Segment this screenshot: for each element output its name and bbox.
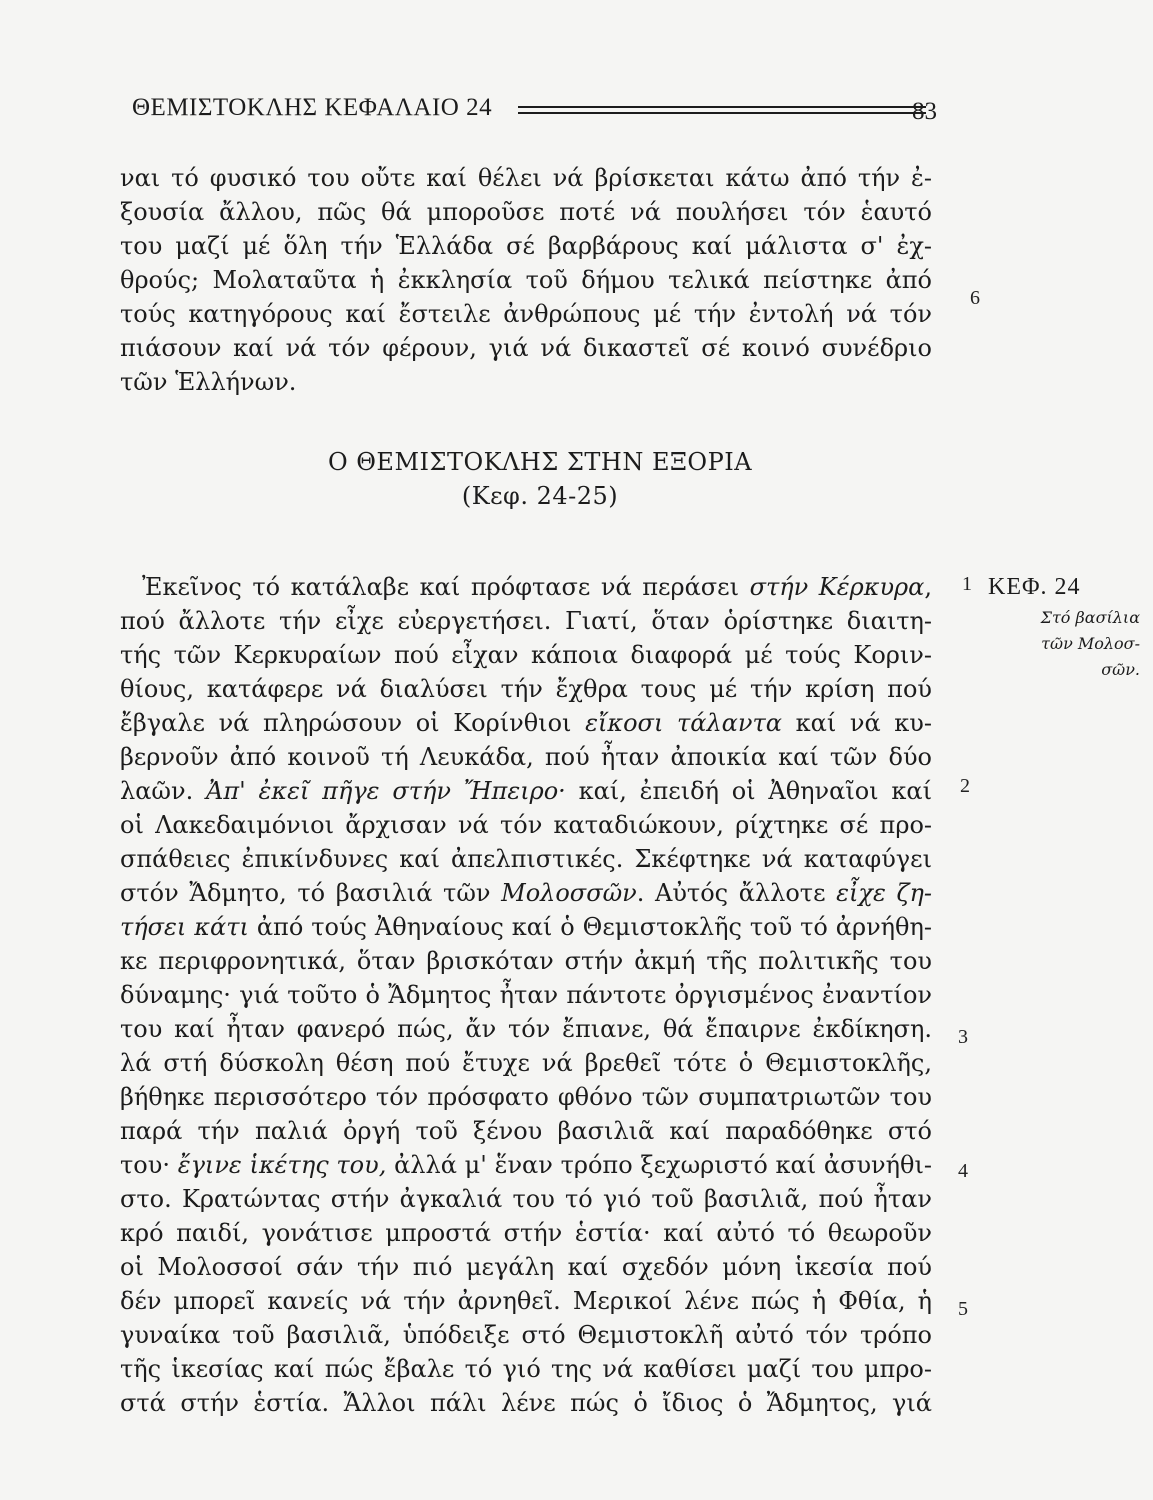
margin-line-number: 6 — [970, 287, 980, 309]
opening-paragraph — [120, 161, 932, 399]
page-number: 83 — [912, 98, 937, 125]
section-heading — [320, 445, 760, 513]
text-line: λά στή δύσκολη θέση πού ἔτυχε νά βρεθεῖ τότε ὁ Θεμιστοκλῆς, — [120, 1049, 932, 1077]
section-title: Ο ΘΕΜΙΣΤΟΚΛΗΣ ΣΤΗΝ ΕΞΟΡΙΑ — [327, 448, 753, 476]
text-line: ναι τό φυσικό του οὔτε καί θέλει νά βρίσκεται κάτω ἀπό τήν ἐ- — [120, 164, 932, 192]
text-line: στόν Ἄδμητο, τό βασιλιά τῶν Μολοσσῶν. Αὐτός ἄλλοτε εἶχε ζη- — [120, 879, 932, 907]
text-line: τῶν Ἑλλήνων. — [120, 368, 297, 396]
margin-line-number: 4 — [958, 1160, 968, 1182]
text-line: οἱ Λακεδαιμόνιοι ἄρχισαν νά τόν καταδιώκουν, ρίχτηκε σέ προ- — [120, 811, 932, 839]
chapter-side-note — [990, 605, 1140, 683]
text-line: κρό παιδί, γονάτισε μπροστά στήν ἑστία· καί αὐτό τό θεωροῦν — [120, 1219, 932, 1247]
margin-line-number: 5 — [958, 1298, 968, 1320]
chapter-label: ΚΕΦ. 24 — [988, 574, 1081, 600]
side-note-line: σῶν. — [1101, 660, 1140, 679]
main-paragraph — [120, 570, 932, 1420]
text-line: δύναμης· γιά τοῦτο ὁ Ἄδμητος ἦταν πάντοτε ὀργισμένος ἐναντίον — [120, 981, 932, 1009]
text-line: ἔβγαλε νά πληρώσουν οἱ Κορίνθιοι εἴκοσι τάλαντα καί νά κυ- — [120, 709, 932, 737]
margin-line-number: 2 — [960, 775, 970, 797]
text-line: στο. Κρατώντας στήν ἀγκαλιά του τό γιό τοῦ βασιλιᾶ, πού ἦταν — [120, 1185, 932, 1213]
text-line: του· ἔγινε ἱκέτης του, ἀλλά μ' ἕναν τρόπο ξεχωριστό καί ἀσυνήθι- — [120, 1151, 932, 1179]
text-line: πού ἄλλοτε τήν εἶχε εὐεργετήσει. Γιατί, ὅταν ὁρίστηκε διαιτη- — [120, 607, 932, 635]
header-rule — [518, 106, 926, 114]
text-line: του καί ἦταν φανερό πώς, ἄν τόν ἔπιανε, θά ἔπαιρνε ἐκδίκηση. — [120, 1015, 932, 1043]
text-line: λαῶν. Ἀπ' ἐκεῖ πῆγε στήν Ἤπειρο· καί, ἐπειδή οἱ Ἀθηναῖοι καί — [120, 777, 932, 805]
text-line: οἱ Μολοσσοί σάν τήν πιό μεγάλη καί σχεδόν μόνη ἱκεσία πού — [120, 1253, 932, 1281]
text-line: πιάσουν καί νά τόν φέρουν, γιά νά δικαστεῖ σέ κοινό συνέδριο — [120, 334, 932, 362]
text-line: δέν μπορεῖ κανείς νά τήν ἀρνηθεῖ. Μερικοί λένε πώς ἡ Φθία, ἡ — [120, 1287, 932, 1315]
text-line: βερνοῦν ἀπό κοινοῦ τή Λευκάδα, πού ἦταν ἀποικία καί τῶν δύο — [120, 743, 932, 771]
text-line: ξουσία ἄλλου, πῶς θά μποροῦσε ποτέ νά πουλήσει τόν ἑαυτό — [120, 198, 932, 226]
text-line: κε περιφρονητικά, ὅταν βρισκόταν στήν ἀκμή τῆς πολιτικῆς του — [120, 947, 932, 975]
text-line: Ἐκεῖνος τό κατάλαβε καί πρόφτασε νά περάσει στήν Κέρκυρα, — [142, 573, 932, 601]
text-line: τῆς ἱκεσίας καί πώς ἔβαλε τό γιό της νά καθίσει μαζί του μπρο- — [120, 1355, 932, 1383]
margin-line-number: 3 — [958, 1026, 968, 1048]
text-line: τής τῶν Κερκυραίων πού εἶχαν κάποια διαφορά μέ τούς Κοριν- — [120, 641, 932, 669]
side-note-line: τῶν Μολοσ- — [1041, 634, 1140, 653]
side-note-line: Στό βασίλια — [1040, 608, 1140, 627]
section-subtitle: (Κεφ. 24-25) — [461, 482, 619, 510]
text-line: θίους, κατάφερε νά διαλύσει τήν ἔχθρα τους μέ τήν κρίση πού — [120, 675, 932, 703]
text-line: θρούς; Μολαταῦτα ἡ ἐκκλησία τοῦ δήμου τελικά πείστηκε ἀπό — [120, 266, 932, 294]
text-line: τούς κατηγόρους καί ἔστειλε ἀνθρώπους μέ τήν ἐντολή νά τόν — [120, 300, 932, 328]
running-header-title: ΘΕΜΙΣΤΟΚΛΗΣ ΚΕΦΑΛΑΙΟ 24 — [132, 94, 493, 121]
text-line: σπάθειες ἐπικίνδυνες καί ἀπελπιστικές. Σκέφτηκε νά καταφύγει — [120, 845, 932, 873]
text-line: βήθηκε περισσότερο τόν πρόσφατο φθόνο τῶν συμπατριωτῶν του — [120, 1083, 932, 1111]
text-line: γυναίκα τοῦ βασιλιᾶ, ὑπόδειξε στό Θεμιστοκλῆ αὐτό τόν τρόπο — [120, 1321, 932, 1349]
text-line: στά στήν ἑστία. Ἄλλοι πάλι λένε πώς ὁ ἴδιος ὁ Ἄδμητος, γιά — [120, 1389, 932, 1417]
text-line: του μαζί μέ ὅλη τήν Ἑλλάδα σέ βαρβάρους καί μάλιστα σ' ἐχ- — [120, 232, 932, 260]
text-line: τήσει κάτι ἀπό τούς Ἀθηναίους καί ὁ Θεμιστοκλῆς τοῦ τό ἀρνήθη- — [120, 913, 932, 941]
text-line: παρά τήν παλιά ὀργή τοῦ ξένου βασιλιᾶ καί παραδόθηκε στό — [120, 1117, 932, 1145]
margin-line-number: 1 — [962, 573, 972, 595]
